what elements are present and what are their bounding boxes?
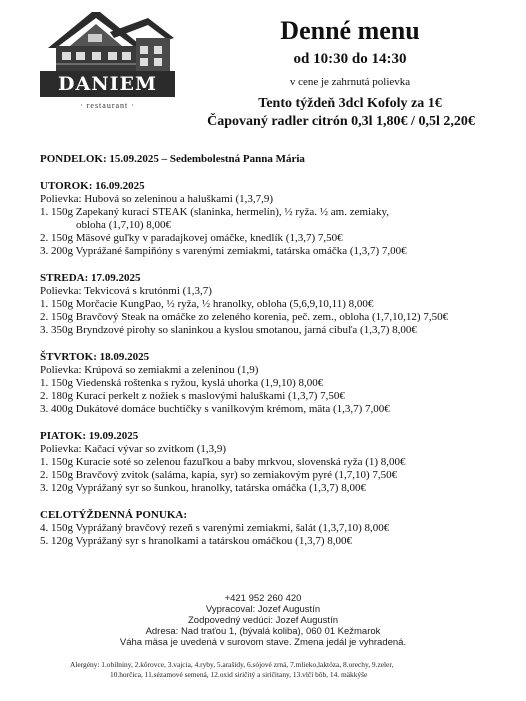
menu-item: 2. 180g Kurací perkelt z nožiek s maslovými haluškami (1,3,7) 7,50€	[40, 390, 345, 402]
day-heading-monday: PONDELOK: 15.09.2025 – Sedembolestná Panna Mária	[40, 153, 305, 165]
restaurant-logo	[40, 8, 175, 108]
menu-item: 1. 150g Morčacie KungPao, ½ ryža, ½ hranolky, obloha (5,6,9,10,11) 8,00€	[40, 298, 374, 310]
weekly-offer-heading: CELOTÝŽDENNÁ PONUKA:	[40, 509, 187, 521]
responsible-manager: Zodpovedný vedúci: Jozef Augustín	[188, 615, 338, 626]
menu-item: 3. 120g Vyprážaný syr so šunkou, hranolky, tatárska omáčka (1,3,7) 8,00€	[40, 482, 366, 494]
day-heading-wednesday: STREDA: 17.09.2025	[40, 272, 141, 284]
address: Adresa: Nad traťou 1, (bývalá koliba), 060 01 Kežmarok	[145, 626, 381, 637]
day-heading-thursday: ŠTVRTOK: 18.09.2025	[40, 351, 150, 363]
menu-item: 1. 150g Viedenská roštenka s ryžou, kyslá uhorka (1,9,10) 8,00€	[40, 377, 324, 389]
weekly-item: 5. 120g Vyprážaný syr s hranolkami a tatárskou omáčkou (1,3,7) 8,00€	[40, 535, 353, 547]
menu-item: 3. 350g Bryndzové pirohy so slaninkou a kyslou smotanou, jarná cibuľa (1,3,7) 8,00€	[40, 324, 417, 336]
weekly-promo: Tento týždeň 3dcl Kofoly za 1€	[258, 96, 442, 111]
logo-subtitle: · restaurant ·	[80, 101, 135, 110]
day-heading-friday: PIATOK: 19.09.2025	[40, 430, 139, 442]
menu-item: 2. 150g Bravčový zvitok (saláma, kapia, syr) so zemiakovým pyré (1,7,10) 7,50€	[40, 469, 398, 481]
soup-wednesday: Polievka: Tekvicová s krutónmi (1,3,7)	[40, 285, 212, 297]
page-title: Denné menu	[280, 16, 420, 45]
allergen-list	[70, 660, 470, 680]
chalet-building-icon	[40, 8, 175, 74]
serving-hours: od 10:30 do 14:30	[293, 51, 407, 67]
prepared-by: Vypracoval: Jozef Augustín	[205, 604, 321, 615]
radler-offer: Čapovaný radler citrón 0,3l 1,80€ / 0,5l 2,20€	[207, 114, 475, 129]
soup-thursday: Polievka: Krúpová so zemiakmi a zeleninou (1,9)	[40, 364, 259, 376]
weight-note: Váha mäsa je uvedená v surovom stave. Zmena jedál je vyhradená.	[119, 637, 407, 648]
allergen-line: 10.horčica, 11.sézamové semená, 12.oxid siričitý a siričitany, 13.vlčí bôb, 14. mäkkýše	[110, 670, 368, 679]
day-heading-tuesday: UTOROK: 16.09.2025	[40, 180, 145, 192]
allergen-line: Alergény: 1.obilniny, 2.kôrovce, 3.vajcia, 4.ryby, 5.arašidy, 6.sójové zrná, 7.mlieko,laktóza, 8.orechy, 9.zeler,	[70, 660, 394, 669]
menu-item: 1. 150g Zapekaný kurací STEAK (slaninka, hermelín), ½ ryža. ½ am. zemiaky,	[40, 206, 390, 218]
menu-body	[40, 153, 510, 548]
menu-item: 2. 150g Bravčový Steak na omáčke zo zeleného korenia, peč. zem., obloha (1,7,10,12) 7,50€	[40, 311, 449, 323]
logo-name: DANIEM	[40, 72, 175, 97]
menu-header	[200, 16, 500, 131]
menu-item: 3. 400g Dukátové domáce buchtičky s vanilkovým krémom, mäta (1,3,7) 7,00€	[40, 403, 390, 415]
menu-item: 1. 150g Kuracie soté so zelenou fazuľkou a baby mrkvou, slovenská ryža (1) 8,00€	[40, 456, 406, 468]
soup-tuesday: Polievka: Hubová so zeleninou a haluškami (1,3,7,9)	[40, 193, 274, 205]
menu-item: 3. 200g Vyprážané šampiňóny s varenými zemiakmi, tatárska omáčka (1,3,7) 7,00€	[40, 245, 407, 257]
menu-footer	[20, 593, 506, 648]
weekly-item: 4. 150g Vyprážaný bravčový rezeň s varenými zemiakmi, šalát (1,3,7,10) 8,00€	[40, 522, 390, 534]
menu-item: 2. 150g Mäsové guľky v paradajkovej omáčke, knedlík (1,3,7) 7,50€	[40, 232, 343, 244]
menu-item-continuation: obloha (1,7,10) 8,00€	[76, 219, 172, 231]
soup-friday: Polievka: Kačací vývar so zvitkom (1,3,9)	[40, 443, 227, 455]
phone-number: +421 952 260 420	[224, 593, 302, 604]
soup-included-note: v cene je zahrnutá polievka	[289, 76, 411, 88]
